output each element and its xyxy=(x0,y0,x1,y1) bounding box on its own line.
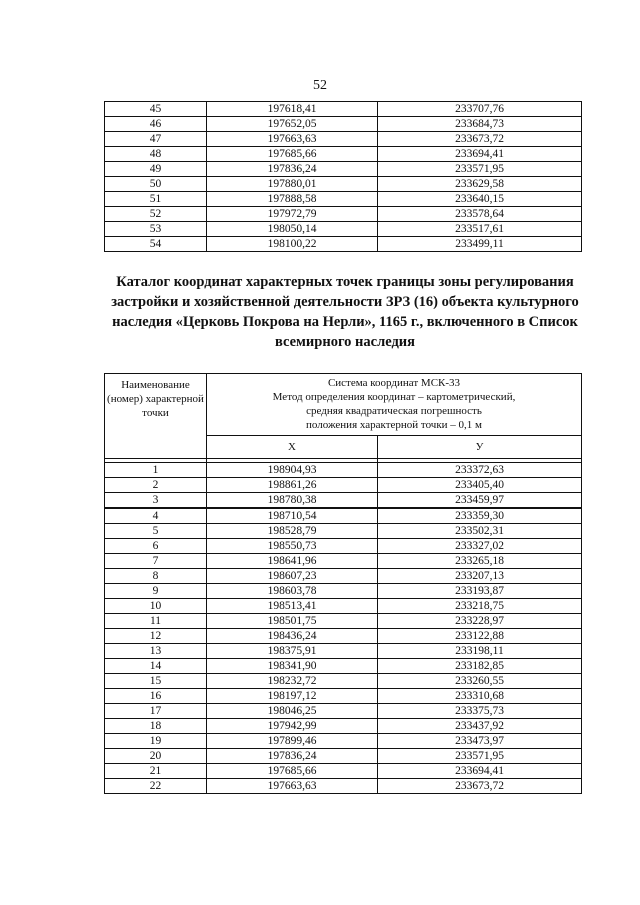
x-coordinate-cell: 197663,63 xyxy=(207,132,378,147)
table-row xyxy=(105,463,582,478)
y-coordinate-cell: 233673,72 xyxy=(378,132,582,147)
point-number-cell: 17 xyxy=(105,704,207,719)
coordinates-table-continued xyxy=(104,101,582,252)
x-coordinate-cell: 197888,58 xyxy=(207,192,378,207)
point-number-cell: 22 xyxy=(105,779,207,794)
table-header-row xyxy=(105,374,582,436)
x-coordinate-cell: 197836,24 xyxy=(207,749,378,764)
y-coordinate-cell: 233502,31 xyxy=(378,524,582,539)
table-row xyxy=(105,478,582,493)
y-coordinate-cell: 233260,55 xyxy=(378,674,582,689)
y-coordinate-cell: 233694,41 xyxy=(378,764,582,779)
table-row xyxy=(105,644,582,659)
y-coordinate-cell: 233327,02 xyxy=(378,539,582,554)
x-coordinate-cell: 197899,46 xyxy=(207,734,378,749)
y-coordinate-cell: 233640,15 xyxy=(378,192,582,207)
x-coordinate-cell: 198341,90 xyxy=(207,659,378,674)
x-coordinate-cell: 198710,54 xyxy=(207,509,378,524)
table-row xyxy=(105,222,582,237)
table-row xyxy=(105,689,582,704)
y-coordinate-cell: 233198,11 xyxy=(378,644,582,659)
x-coordinate-cell: 198232,72 xyxy=(207,674,378,689)
table-row xyxy=(105,177,582,192)
x-coordinate-cell: 197880,01 xyxy=(207,177,378,192)
point-number-cell: 3 xyxy=(105,493,207,508)
point-number-cell: 9 xyxy=(105,584,207,599)
y-coordinate-cell: 233405,40 xyxy=(378,478,582,493)
point-number-cell: 48 xyxy=(105,147,207,162)
y-coordinate-cell: 233571,95 xyxy=(378,749,582,764)
x-coordinate-cell: 198641,96 xyxy=(207,554,378,569)
x-coordinate-cell: 198528,79 xyxy=(207,524,378,539)
x-coordinate-cell: 198607,23 xyxy=(207,569,378,584)
table-row xyxy=(105,674,582,689)
header-x: X xyxy=(207,436,378,459)
table-row xyxy=(105,207,582,222)
header-system-label: Система координат МСК-33 xyxy=(327,377,461,389)
table-row xyxy=(105,524,582,539)
point-number-cell: 52 xyxy=(105,207,207,222)
point-number-cell: 14 xyxy=(105,659,207,674)
table-row xyxy=(105,779,582,794)
table-row xyxy=(105,719,582,734)
point-number-cell: 15 xyxy=(105,674,207,689)
y-coordinate-cell: 233310,68 xyxy=(378,689,582,704)
x-coordinate-cell: 198513,41 xyxy=(207,599,378,614)
x-coordinate-cell: 198603,78 xyxy=(207,584,378,599)
table-row xyxy=(105,493,582,508)
point-number-cell: 4 xyxy=(105,509,207,524)
y-coordinate-cell: 233684,73 xyxy=(378,117,582,132)
y-coordinate-cell: 233571,95 xyxy=(378,162,582,177)
x-coordinate-cell: 198550,73 xyxy=(207,539,378,554)
header-method-label: Метод определения координат – картометрический, xyxy=(272,391,516,403)
table-row xyxy=(105,704,582,719)
y-coordinate-cell: 233578,64 xyxy=(378,207,582,222)
y-coordinate-cell: 233182,85 xyxy=(378,659,582,674)
x-coordinate-cell: 198501,75 xyxy=(207,614,378,629)
point-number-cell: 21 xyxy=(105,764,207,779)
point-number-cell: 53 xyxy=(105,222,207,237)
x-coordinate-cell: 198046,25 xyxy=(207,704,378,719)
coordinates-table-lower xyxy=(104,508,582,794)
y-coordinate-cell: 233265,18 xyxy=(378,554,582,569)
x-coordinate-cell: 198100,22 xyxy=(207,237,378,252)
y-coordinate-cell: 233207,13 xyxy=(378,569,582,584)
point-number-cell: 1 xyxy=(105,463,207,478)
header-accuracy-label: положения характерной точки – 0,1 м xyxy=(306,419,483,431)
point-number-cell: 54 xyxy=(105,237,207,252)
table-row xyxy=(105,509,582,524)
table-row xyxy=(105,147,582,162)
y-coordinate-cell: 233707,76 xyxy=(378,102,582,117)
point-number-cell: 2 xyxy=(105,478,207,493)
table-row xyxy=(105,117,582,132)
x-coordinate-cell: 197942,99 xyxy=(207,719,378,734)
point-number-cell: 7 xyxy=(105,554,207,569)
point-number-cell: 11 xyxy=(105,614,207,629)
table-row xyxy=(105,584,582,599)
y-coordinate-cell: 233694,41 xyxy=(378,147,582,162)
header-y: У xyxy=(378,436,582,459)
table-row xyxy=(105,734,582,749)
y-coordinate-cell: 233517,61 xyxy=(378,222,582,237)
x-coordinate-cell: 197652,05 xyxy=(207,117,378,132)
table-row xyxy=(105,132,582,147)
point-number-cell: 50 xyxy=(105,177,207,192)
table-row xyxy=(105,102,582,117)
x-coordinate-cell: 198375,91 xyxy=(207,644,378,659)
y-coordinate-cell: 233437,92 xyxy=(378,719,582,734)
point-number-cell: 19 xyxy=(105,734,207,749)
point-number-cell: 16 xyxy=(105,689,207,704)
y-coordinate-cell: 233499,11 xyxy=(378,237,582,252)
y-coordinate-cell: 233218,75 xyxy=(378,599,582,614)
point-number-cell: 5 xyxy=(105,524,207,539)
table-row xyxy=(105,599,582,614)
x-coordinate-cell: 197663,63 xyxy=(207,779,378,794)
point-number-cell: 45 xyxy=(105,102,207,117)
y-coordinate-cell: 233122,88 xyxy=(378,629,582,644)
catalog-heading: Каталог координат характерных точек границы зоны регулирования застройки и хозяйственной деятельности ЗРЗ (16) объекта культурного наследия «Церковь Покрова на Нерли», 1165 г., включенного в Список всемирного наследия xyxy=(111,274,579,350)
point-number-cell: 10 xyxy=(105,599,207,614)
table-row xyxy=(105,237,582,252)
table-row xyxy=(105,192,582,207)
x-coordinate-cell: 197685,66 xyxy=(207,764,378,779)
table-row xyxy=(105,749,582,764)
header-error-label: средняя квадратическая погрешность xyxy=(306,405,482,417)
x-coordinate-cell: 198780,38 xyxy=(207,493,378,508)
x-coordinate-cell: 197836,24 xyxy=(207,162,378,177)
table-row xyxy=(105,554,582,569)
table-row xyxy=(105,629,582,644)
table-row xyxy=(105,659,582,674)
point-number-cell: 6 xyxy=(105,539,207,554)
y-coordinate-cell: 233459,97 xyxy=(378,493,582,508)
y-coordinate-cell: 233673,72 xyxy=(378,779,582,794)
x-coordinate-cell: 197618,41 xyxy=(207,102,378,117)
page-number: 52 xyxy=(313,78,327,93)
point-number-cell: 8 xyxy=(105,569,207,584)
y-coordinate-cell: 233359,30 xyxy=(378,509,582,524)
y-coordinate-cell: 233193,87 xyxy=(378,584,582,599)
point-number-cell: 51 xyxy=(105,192,207,207)
point-number-cell: 18 xyxy=(105,719,207,734)
table-row xyxy=(105,614,582,629)
table-row xyxy=(105,539,582,554)
point-number-cell: 47 xyxy=(105,132,207,147)
table-row xyxy=(105,162,582,177)
y-coordinate-cell: 233375,73 xyxy=(378,704,582,719)
x-coordinate-cell: 198050,14 xyxy=(207,222,378,237)
x-coordinate-cell: 198861,26 xyxy=(207,478,378,493)
header-point-name: Наименование (номер) характерной точки xyxy=(105,374,207,459)
point-number-cell: 12 xyxy=(105,629,207,644)
point-number-cell: 49 xyxy=(105,162,207,177)
table-row xyxy=(105,569,582,584)
y-coordinate-cell: 233629,58 xyxy=(378,177,582,192)
point-number-cell: 46 xyxy=(105,117,207,132)
x-coordinate-cell: 197972,79 xyxy=(207,207,378,222)
table-row xyxy=(105,764,582,779)
y-coordinate-cell: 233473,97 xyxy=(378,734,582,749)
y-coordinate-cell: 233372,63 xyxy=(378,463,582,478)
header-coordinate-system xyxy=(207,374,582,436)
x-coordinate-cell: 198197,12 xyxy=(207,689,378,704)
x-coordinate-cell: 197685,66 xyxy=(207,147,378,162)
x-coordinate-cell: 198904,93 xyxy=(207,463,378,478)
x-coordinate-cell: 198436,24 xyxy=(207,629,378,644)
y-coordinate-cell: 233228,97 xyxy=(378,614,582,629)
coordinates-table xyxy=(104,373,582,508)
point-number-cell: 13 xyxy=(105,644,207,659)
point-number-cell: 20 xyxy=(105,749,207,764)
